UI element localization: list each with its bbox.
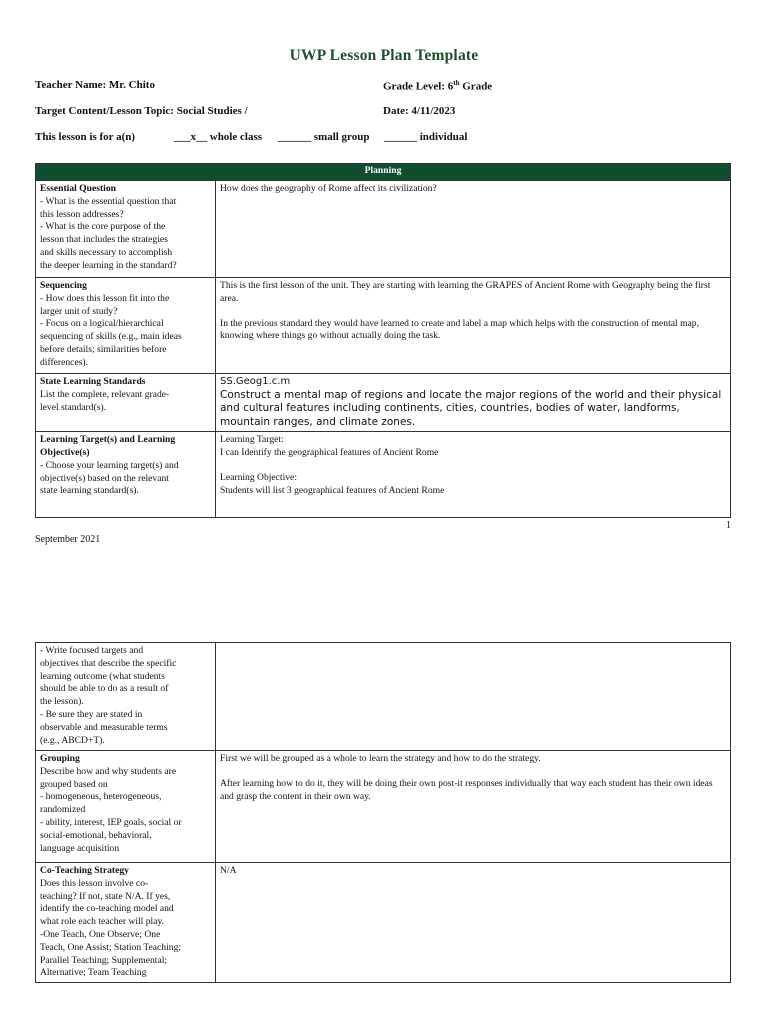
whole-class-option: ___x__ whole class — [174, 131, 262, 143]
co-teaching-row — [36, 863, 731, 983]
coteach-desc-line: identify the co-teaching model and — [40, 903, 174, 915]
essential-desc-line: and skills necessary to accomplish — [40, 246, 173, 258]
essential-desc-line: this lesson addresses? — [40, 208, 124, 220]
targets-cont-desc-line: - Write focused targets and — [40, 645, 144, 656]
planning-table — [35, 163, 731, 518]
standard-text: Construct a mental map of regions and locate the major regions of the world and their physical and cultural features including continents, cities, countries, bodies of water, landforms, mountain ranges, and climate zones. — [220, 388, 722, 428]
grouping-desc-line: social-emotional, behavioral, — [40, 829, 152, 841]
targets-desc-line: state learning standard(s). — [40, 485, 139, 497]
targets-cont-desc-line: (e.g., ABCD+T). — [40, 734, 105, 746]
lesson-for-label: This lesson is for a(n) — [35, 131, 136, 143]
learning-targets-row — [36, 432, 731, 518]
targets-desc-line: objective(s) based on the relevant — [40, 472, 169, 484]
essential-desc-line: the deeper learning in the standard? — [40, 259, 177, 271]
grouping-desc-line: grouped based on — [40, 778, 108, 790]
document-title: UWP Lesson Plan Template — [289, 47, 479, 64]
learning-targets-label-cell — [36, 432, 216, 518]
targets-cont-desc-line: observable and measurable terms — [40, 721, 168, 733]
sequencing-paragraph-2: In the previous standard they would have learned to create and label a map which helps with the construction of mental map, knowing where things go without actually doing the task. — [220, 317, 699, 342]
page-number: 1 — [726, 520, 731, 531]
essential-question-label: Essential Question — [40, 183, 116, 194]
grouping-label: Grouping — [40, 753, 80, 764]
learning-targets-continued-row — [36, 643, 731, 751]
grouping-row — [36, 751, 731, 863]
coteach-desc-line: Parallel Teaching; Supplemental; — [40, 954, 168, 966]
targets-cont-desc-line: the lesson). — [40, 696, 84, 708]
standards-desc-line: List the complete, relevant grade- — [40, 388, 170, 400]
essential-desc-line: lesson that includes the strategies — [40, 234, 168, 246]
lesson-date: Date: 4/11/2023 — [383, 105, 456, 117]
targets-cont-desc-line: learning outcome (what students — [40, 670, 165, 682]
grouping-desc-line: - ability, interest, IEP goals, social or — [40, 816, 182, 828]
learning-target-label: Learning Target: — [220, 434, 284, 446]
co-teaching-label: Co-Teaching Strategy — [40, 865, 129, 876]
essential-question-content: How does the geography of Rome affect its civilization? — [216, 181, 731, 278]
sequencing-desc-line: before details; similarities before — [40, 343, 167, 355]
grouping-desc-line: - homogeneous, heterogeneous, — [40, 791, 162, 803]
standards-content — [216, 374, 731, 432]
sequencing-content — [216, 278, 731, 374]
essential-desc-line: - What is the essential question that — [40, 195, 177, 207]
planning-table-continued — [35, 642, 731, 983]
grouping-desc-line: randomized — [40, 804, 86, 816]
learning-targets-label: Learning Target(s) and Learning Objective(s) — [40, 434, 176, 459]
targets-cont-desc-line: should be able to do as a result of — [40, 683, 169, 695]
essential-desc-line: - What is the core purpose of the — [40, 221, 166, 233]
planning-header: Planning — [36, 164, 731, 181]
essential-question-row — [36, 181, 731, 278]
sequencing-desc-line: - Focus on a logical/hierarchical — [40, 318, 164, 330]
standards-label-cell — [36, 374, 216, 432]
co-teaching-label-cell — [36, 863, 216, 983]
individual-option: ______ individual — [384, 131, 468, 143]
coteach-desc-line: Alternative; Team Teaching — [40, 967, 147, 979]
learning-targets-content — [216, 432, 731, 518]
grade-level: Grade Level: 6th Grade — [383, 79, 493, 93]
grouping-desc-line: language acquisition — [40, 842, 120, 854]
sequencing-desc-line: larger unit of study? — [40, 305, 118, 317]
targets-cont-desc-line: objectives that describe the specific — [40, 657, 177, 669]
co-teaching-content: N/A — [216, 863, 731, 983]
grouping-desc-line: Describe how and why students are — [40, 765, 177, 777]
sequencing-desc-line: - How does this lesson fit into the — [40, 292, 170, 304]
coteach-desc-line: -One Teach, One Observe; One — [40, 928, 161, 940]
learning-objective-text: Students will list 3 geographical features of Ancient Rome — [220, 484, 445, 496]
sequencing-label: Sequencing — [40, 280, 87, 291]
standards-row — [36, 374, 731, 432]
grouping-content — [216, 751, 731, 863]
sequencing-row — [36, 278, 731, 374]
lesson-topic: Target Content/Lesson Topic: Social Studies / — [35, 105, 248, 117]
learning-objective-label: Learning Objective: — [220, 471, 297, 483]
sequencing-label-cell — [36, 278, 216, 374]
standards-label: State Learning Standards — [40, 376, 146, 387]
standards-desc-line: level standard(s). — [40, 401, 107, 413]
teacher-name: Teacher Name: Mr. Chito — [35, 79, 155, 91]
essential-question-label-cell — [36, 181, 216, 278]
grouping-label-cell — [36, 751, 216, 863]
learning-target-text: I can Identify the geographical features of Ancient Rome — [220, 447, 439, 459]
grouping-paragraph-2: After learning how to do it, they will be doing their own post-it responses individually that way each student has their own ideas and grasp the content in their own way. — [220, 777, 713, 802]
coteach-desc-line: what role each teacher will play. — [40, 916, 165, 928]
targets-desc-line: - Choose your learning target(s) and — [40, 459, 179, 471]
standard-code: SS.Geog1.c.m — [220, 376, 291, 387]
sequencing-paragraph-1: This is the first lesson of the unit. They are starting with learning the GRAPES of Ancient Rome with Geography being the first area. — [220, 280, 711, 304]
sequencing-desc-line: differences). — [40, 356, 89, 368]
footer-date: September 2021 — [35, 534, 101, 545]
coteach-desc-line: teaching? If not, state N/A. If yes, — [40, 890, 171, 902]
coteach-desc-line: Does this lesson involve co- — [40, 877, 149, 889]
grouping-paragraph-1: First we will be grouped as a whole to learn the strategy and how to do the strategy. — [220, 753, 541, 764]
targets-cont-desc-line: - Be sure they are stated in — [40, 708, 143, 720]
coteach-desc-line: Teach, One Assist; Station Teaching; — [40, 941, 182, 953]
targets-continued-label-cell — [36, 643, 216, 751]
small-group-option: ______ small group — [278, 131, 370, 143]
targets-continued-content — [216, 643, 731, 751]
sequencing-desc-line: sequencing of skills (e.g., main ideas — [40, 331, 182, 343]
